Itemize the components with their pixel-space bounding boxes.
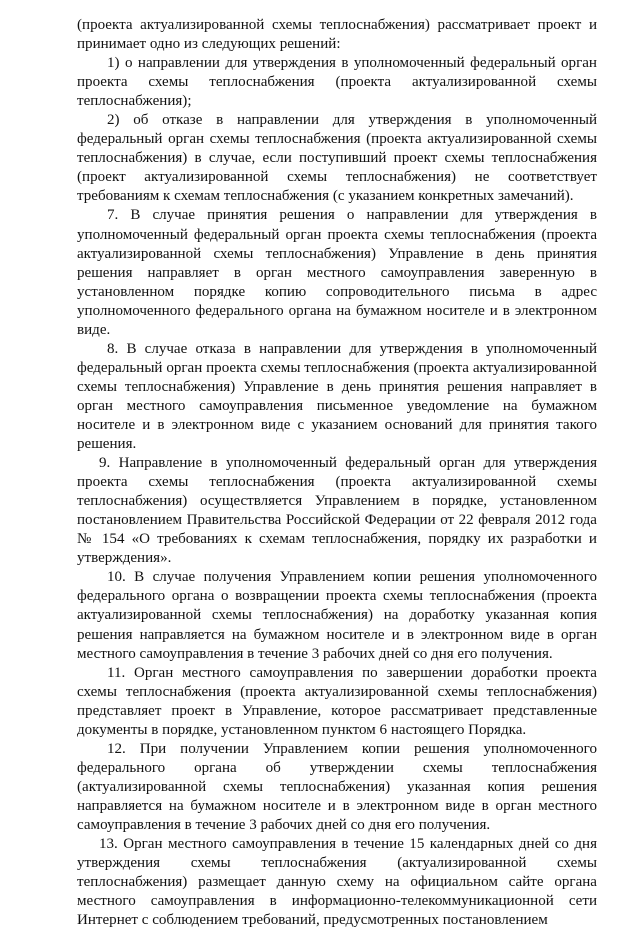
paragraph-option-2: 2) об отказе в направлении для утверждения в уполномоченный федеральный орган схемы теплоснабжения (проекта актуализированной схемы теплоснабжения) в случае, если поступивший проект схемы теплоснабжения (проект актуализированной схемы теплоснабжения) не соответствует требованиям к схемам теплоснабжения (с указанием конкретных замечаний). xyxy=(77,112,597,205)
paragraph-item-7: 7. В случае принятия решения о направлении для утверждения в уполномоченный федеральный орган проекта схемы теплоснабжения (проекта актуализированной схемы теплоснабжения) Управление в день принятия решения направляет в орган местного самоуправления заверенную в установленном порядке копию сопроводительного письма в адрес уполномоченного федерального органа на бумажном носителе и в электронном виде. xyxy=(77,207,597,338)
paragraph-continuation: (проекта актуализированной схемы теплоснабжения) рассматривает проект и принимает одно из следующих решений: xyxy=(77,17,597,53)
paragraph-item-10: 10. В случае получения Управлением копии решения уполномоченного федерального органа о возвращении проекта схемы теплоснабжения (проекта актуализированной схемы теплоснабжения) на доработку указанная копия решения направляется на бумажном носителе и в электронном виде в орган местного самоуправления в течение 3 рабочих дней со дня его получения. xyxy=(77,569,597,662)
paragraph-item-8: 8. В случае отказа в направлении для утверждения в уполномоченный федеральный орган проекта схемы теплоснабжения (проекта актуализированной схемы теплоснабжения) Управление в день принятия решения направляет в орган местного самоуправления письменное уведомление на бумажном носителе и в электронном виде с указанием оснований для принятия такого решения. xyxy=(77,340,597,453)
paragraph-item-13: 13. Орган местного самоуправления в течение 15 календарных дней со дня утверждения схемы теплоснабжения (актуализированной схемы теплоснабжения) размещает данную схему на официальном сайте органа местного самоуправления в информационно-телекоммуникационной сети Интернет с соблюдением требований, предусмотренных постановлением xyxy=(77,836,597,929)
document-page xyxy=(77,16,597,929)
paragraph-option-1: 1) о направлении для утверждения в уполномоченный федеральный орган проекта схемы теплоснабжения (проекта актуализированной схемы теплоснабжения); xyxy=(77,55,597,110)
paragraph-item-11: 11. Орган местного самоуправления по завершении доработки проекта схемы теплоснабжения (проекта актуализированной схемы теплоснабжения) представляет проект в Управление, которое рассматривает представленные документы в порядке, установленном пунктом 6 настоящего Порядка. xyxy=(77,664,597,738)
paragraph-item-12: 12. При получении Управлением копии решения уполномоченного федерального органа об утверждении схемы теплоснабжения (актуализированной схемы теплоснабжения) указанная копия решения направляется на бумажном носителе и в электронном виде в орган местного самоуправления в течение 3 рабочих дней со дня его получения. xyxy=(77,740,597,833)
paragraph-item-9: 9. Направление в уполномоченный федеральный орган для утверждения проекта схемы теплоснабжения (проекта актуализированной схемы теплоснабжения) осуществляется Управлением в порядке, установленном постановлением Правительства Российской Федерации от 22 февраля 2012 года № 154 «О требованиях к схемам теплоснабжения, порядку их разработки и утверждения». xyxy=(77,455,597,567)
